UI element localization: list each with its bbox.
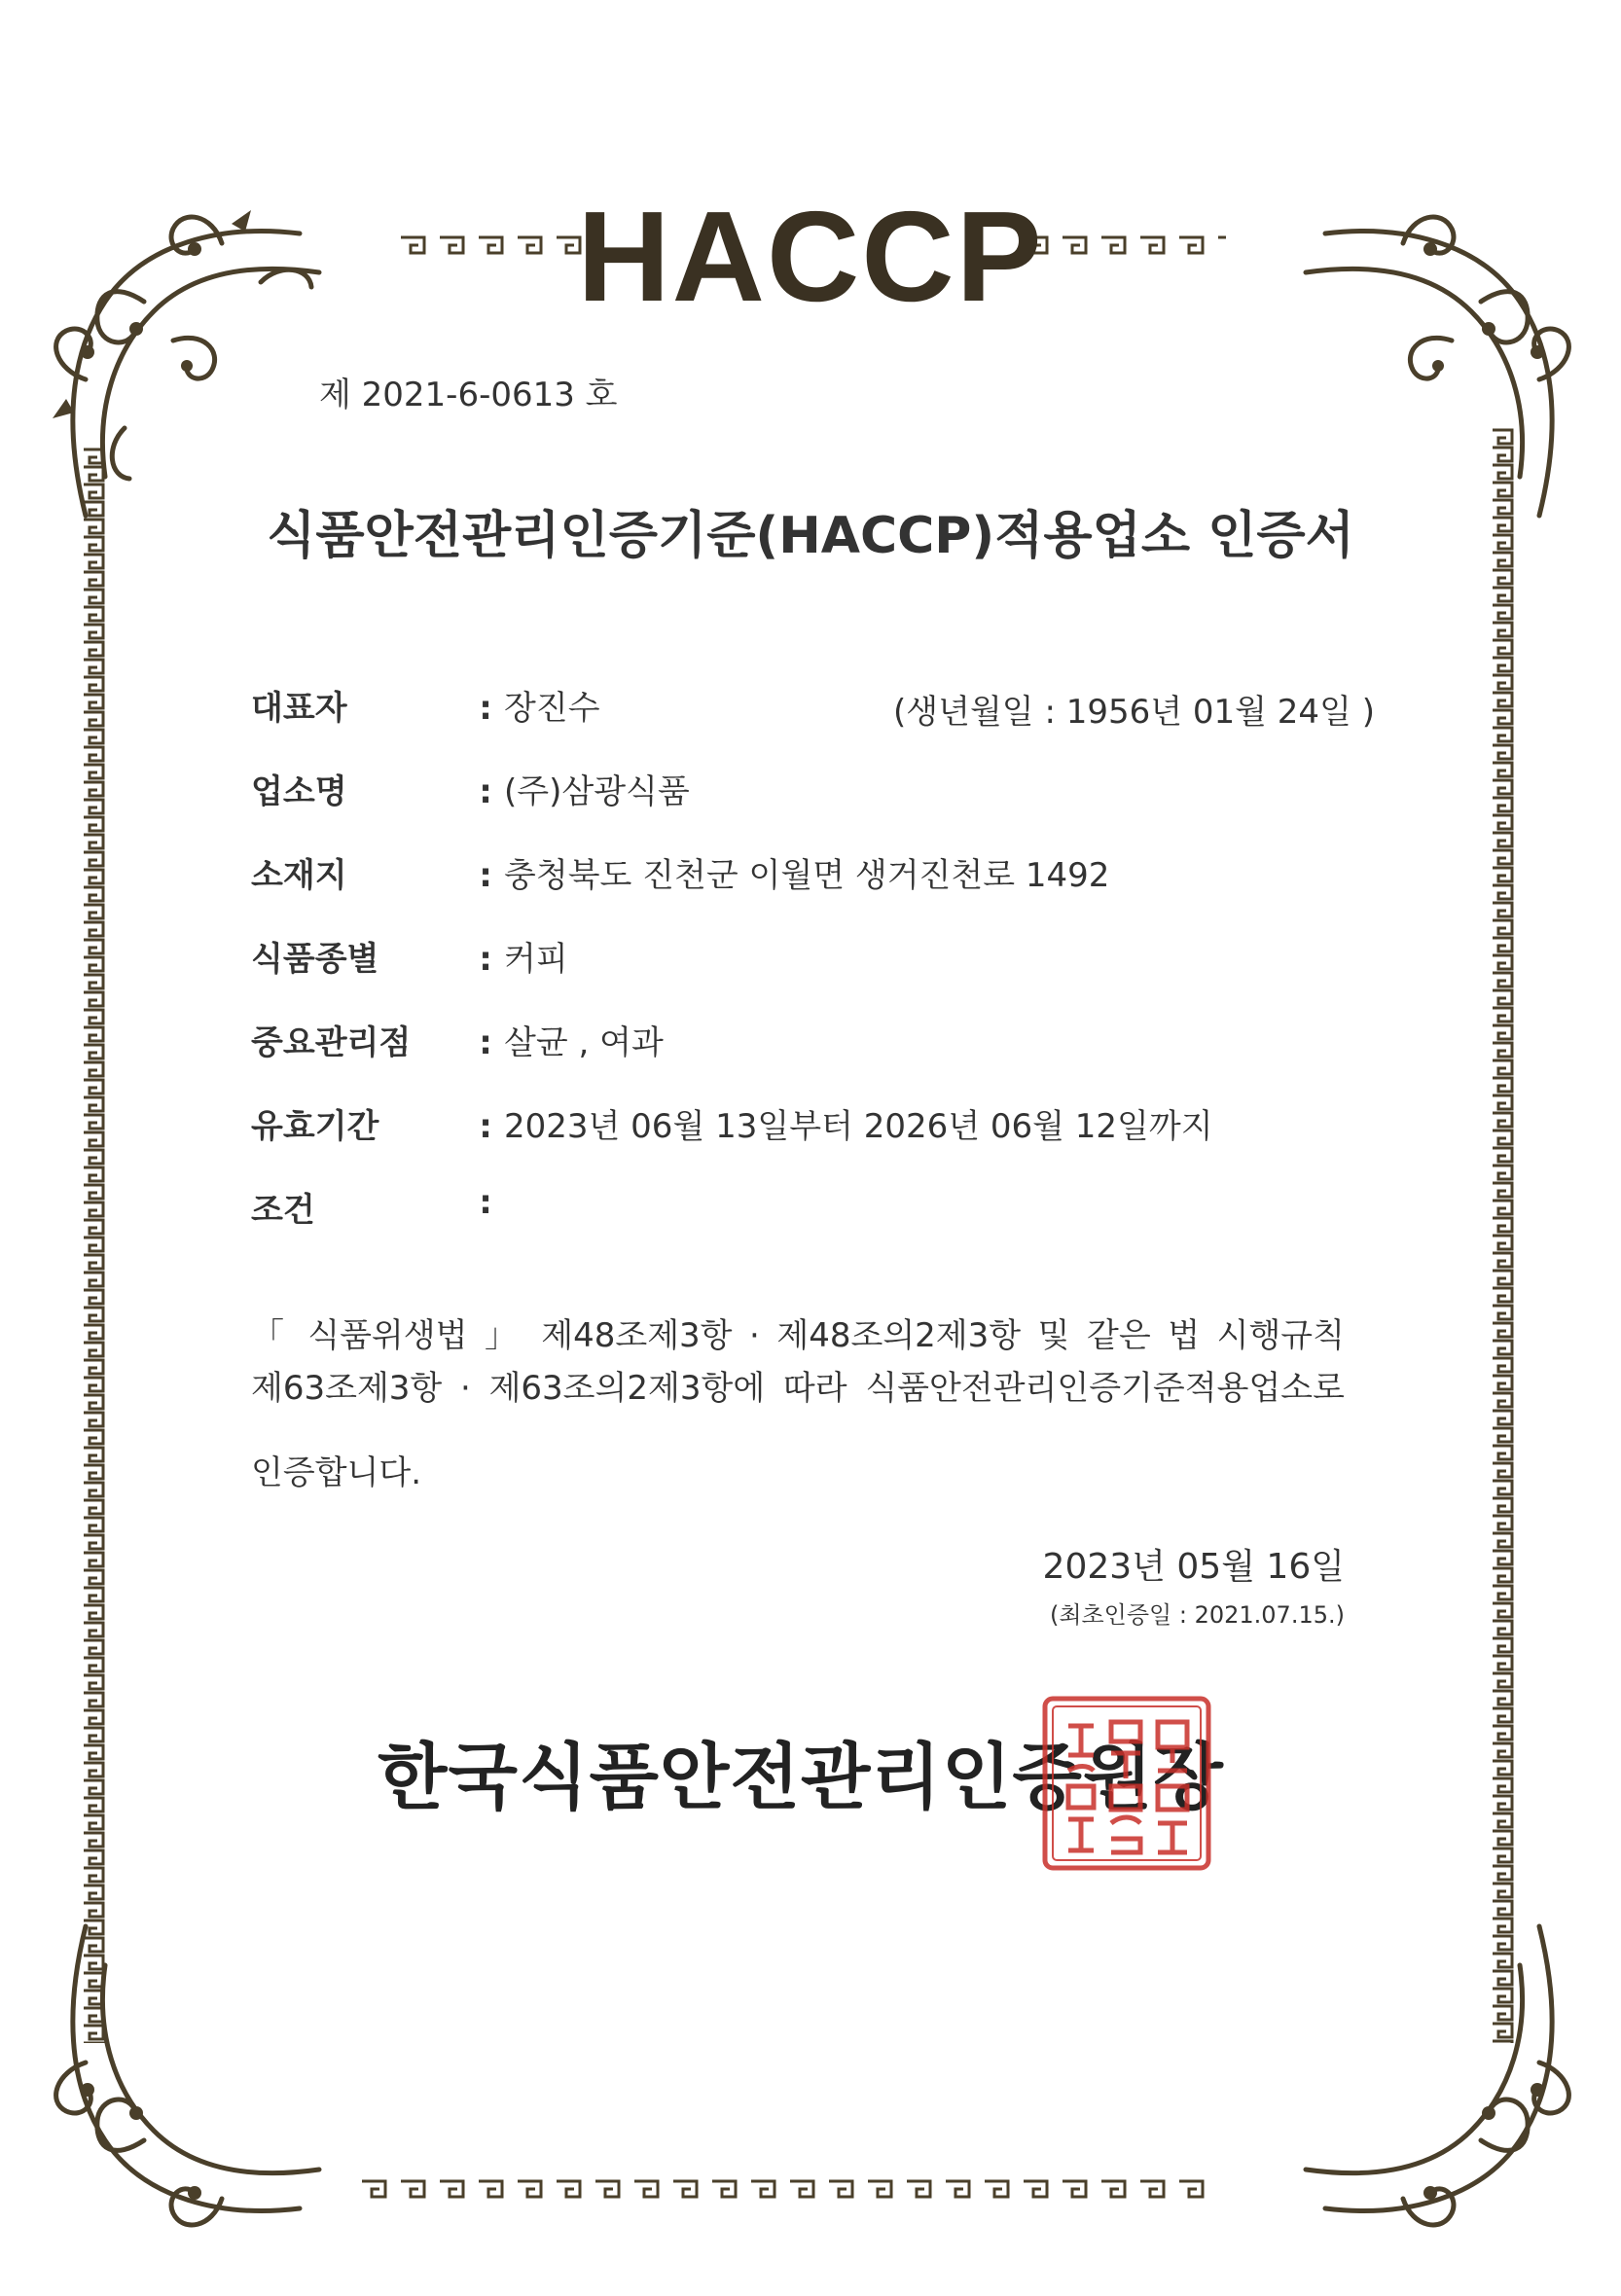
field-label: 유효기간 (251, 1107, 379, 1146)
right-fret-border (1489, 428, 1516, 2043)
field-label: 대표자 (251, 689, 347, 728)
field-colon: : (479, 772, 492, 811)
field-label: 식품종별 (251, 940, 379, 979)
field-value: 장진수 (504, 689, 600, 728)
corner-ornament-icon (1247, 1907, 1598, 2257)
field-critical-control-points (251, 1016, 664, 1063)
field-value: (주)삼광식품 (504, 772, 690, 811)
field-representative (251, 681, 600, 729)
field-value: 살균 , 여과 (504, 1023, 664, 1062)
page-title: 식품안전관리인증기준(HACCP)적용업소 인증서 (267, 507, 1354, 565)
field-value: 충청북도 진천군 이월면 생거진천로 1492 (504, 856, 1110, 895)
field-food-type (251, 932, 568, 980)
field-value: 2023년 06월 13일부터 2026년 06월 12일까지 (504, 1107, 1213, 1146)
issuer-name: 한국식품안전관리인증원장 (378, 1736, 1224, 1819)
field-conditions (251, 1183, 504, 1231)
corner-ornament-icon (27, 1907, 378, 2257)
field-validity-period (251, 1099, 1213, 1147)
field-label: 소재지 (251, 856, 347, 895)
field-colon: : (479, 1107, 492, 1146)
field-label: 중요관리점 (251, 1023, 412, 1062)
field-location (251, 848, 1109, 896)
birth-date: (생년월일 : 1956년 01월 24일 ) (893, 693, 1375, 732)
field-business-name (251, 765, 690, 812)
statement-line-3: 인증합니다. (251, 1453, 422, 1492)
statement-line-2: 제63조제3항 · 제63조의2제3항에 따라 식품안전관리인증기준적용업소로 (251, 1369, 1345, 1408)
first-certification-date: (최초인증일 : 2021.07.15.) (1049, 1601, 1345, 1629)
certificate-number: 제 2021-6-0613 호 (319, 376, 618, 414)
field-colon: : (479, 940, 492, 979)
field-colon: : (479, 856, 492, 895)
bottom-fret-border (360, 2175, 1216, 2205)
left-fret-border (80, 448, 107, 2043)
haccp-logo: HACCP (577, 185, 1044, 328)
field-value: 커피 (504, 940, 568, 979)
issue-date: 2023년 05월 16일 (1042, 1547, 1345, 1587)
field-label: 업소명 (251, 772, 347, 811)
official-seal-icon (1039, 1693, 1214, 1874)
statement-line-1: 「 식품위생법 」 제48조제3항 · 제48조의2제3항 및 같은 법 시행규칙 (251, 1316, 1345, 1355)
field-colon: : (479, 1183, 492, 1222)
field-label: 조건 (251, 1191, 315, 1230)
field-colon: : (479, 1023, 492, 1062)
field-colon: : (479, 689, 492, 728)
